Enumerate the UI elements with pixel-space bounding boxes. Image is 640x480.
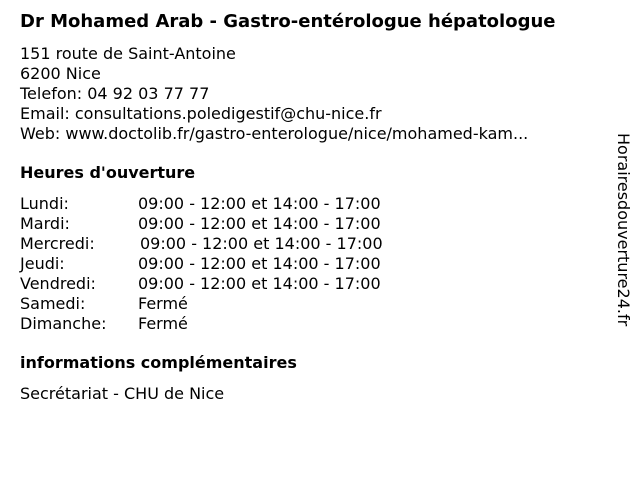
hours-row-sunday	[20, 314, 440, 334]
phone-text: Telefon: 04 92 03 77 77	[20, 84, 210, 103]
hours-row-wednesday	[20, 234, 440, 254]
time-value: 09:00 - 12:00 et 14:00 - 17:00	[138, 254, 381, 273]
hours-row-thursday	[20, 254, 440, 274]
day-label: Samedi:	[20, 294, 86, 313]
time-value: 09:00 - 12:00 et 14:00 - 17:00	[138, 214, 381, 233]
website-text: Web: www.doctolib.fr/gastro-enterologue/nice/mohamed-kam...	[20, 124, 529, 143]
page-title: Dr Mohamed Arab - Gastro-entérologue hépatologue	[20, 11, 556, 32]
day-label: Mardi:	[20, 214, 70, 233]
hours-row-tuesday	[20, 214, 440, 234]
additional-info-heading: informations complémentaires	[20, 353, 297, 372]
hours-row-monday	[20, 194, 440, 214]
day-label: Mercredi:	[20, 234, 95, 253]
time-value: Fermé	[138, 314, 188, 333]
day-label: Jeudi:	[20, 254, 65, 273]
opening-hours-table	[20, 194, 440, 334]
time-value: 09:00 - 12:00 et 14:00 - 17:00	[138, 194, 381, 213]
day-label: Vendredi:	[20, 274, 96, 293]
address-street: 151 route de Saint-Antoine	[20, 44, 236, 63]
time-value: 09:00 - 12:00 et 14:00 - 17:00	[138, 274, 381, 293]
contact-block	[20, 44, 528, 144]
time-value: 09:00 - 12:00 et 14:00 - 17:00	[140, 234, 383, 253]
hours-row-saturday	[20, 294, 440, 314]
day-label: Dimanche:	[20, 314, 107, 333]
hours-heading: Heures d'ouverture	[20, 163, 196, 182]
address-city: 6200 Nice	[20, 64, 101, 83]
time-value: Fermé	[138, 294, 188, 313]
day-label: Lundi:	[20, 194, 69, 213]
site-watermark: Horairesdouverture24.fr	[614, 133, 633, 327]
hours-row-friday	[20, 274, 440, 294]
email-text: Email: consultations.poledigestif@chu-nice.fr	[20, 104, 382, 123]
additional-info-text: Secrétariat - CHU de Nice	[20, 384, 225, 403]
